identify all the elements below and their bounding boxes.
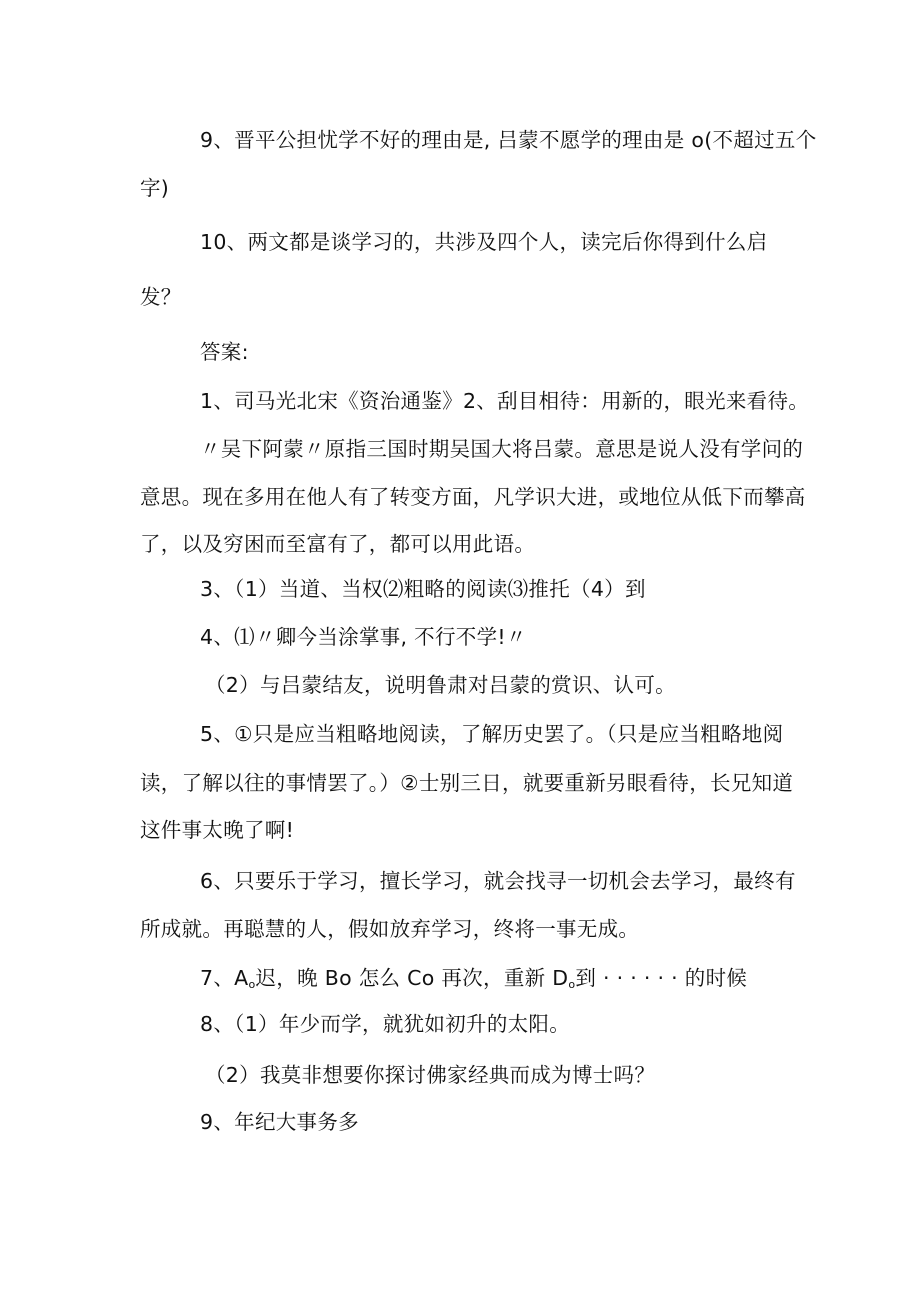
question-10: 10、两文都是谈学习的，共涉及四个人，读完后你得到什么启	[200, 230, 768, 254]
answer-4-2: （2）与吕蒙结友，说明鲁肃对吕蒙的赏识、认可。	[205, 673, 676, 697]
answer-4-1: 4、⑴〃卿今当涂掌事, 不行不学!〃	[200, 625, 527, 649]
answer-5-cont: 读，了解以往的事情罢了。）②士别三日，就要重新另眼看待，长兄知道	[140, 771, 794, 795]
answer-5: 5、①只是应当粗略地阅读，了解历史罢了。（只是应当粗略地阅	[200, 722, 784, 746]
question-9-cont: 字)	[140, 176, 170, 200]
answer-8-2: （2）我莫非想要你探讨佛家经典而成为博士吗？	[205, 1063, 656, 1087]
answer-8-1: 8、（1）年少而学，就犹如初升的太阳。	[200, 1012, 571, 1036]
answer-6: 6、只要乐于学习，擅长学习，就会找寻一切机会去学习，最终有	[200, 869, 796, 893]
answer-2-cont: 了，以及穷困而至富有了，都可以用此语。	[140, 532, 536, 556]
answer-9: 9、年纪大事务多	[200, 1110, 359, 1134]
answer-2-cont: 〃吴下阿蒙〃原指三国时期吴国大将吕蒙。意思是说人没有学问的	[200, 437, 804, 461]
question-9: 9、晋平公担忧学不好的理由是, 吕蒙不愿学的理由是 o(不超过五个	[200, 128, 817, 152]
answer-2-cont: 意思。现在多用在他人有了转变方面，凡学识大进，或地位从低下而攀高	[140, 485, 806, 509]
answers-heading: 答案:	[200, 340, 249, 364]
answer-7: 7、$A_o$迟，晚 Bo 怎么 Co 再次，重新 $D_o$到 · · · · · · 的时候	[200, 966, 748, 991]
answer-3: 3、（1）当道、当权⑵粗略的阅读⑶推托（4）到	[200, 577, 646, 601]
answer-5-cont: 这件事太晚了啊!	[140, 818, 295, 842]
question-10-cont: 发？	[140, 285, 182, 309]
answer-6-cont: 所成就。再聪慧的人，假如放弃学习，终将一事无成。	[140, 917, 640, 941]
answer-1-2: 1、司马光北宋《资治通鉴》2、刮目相待：用新的，眼光来看待。	[200, 389, 810, 413]
